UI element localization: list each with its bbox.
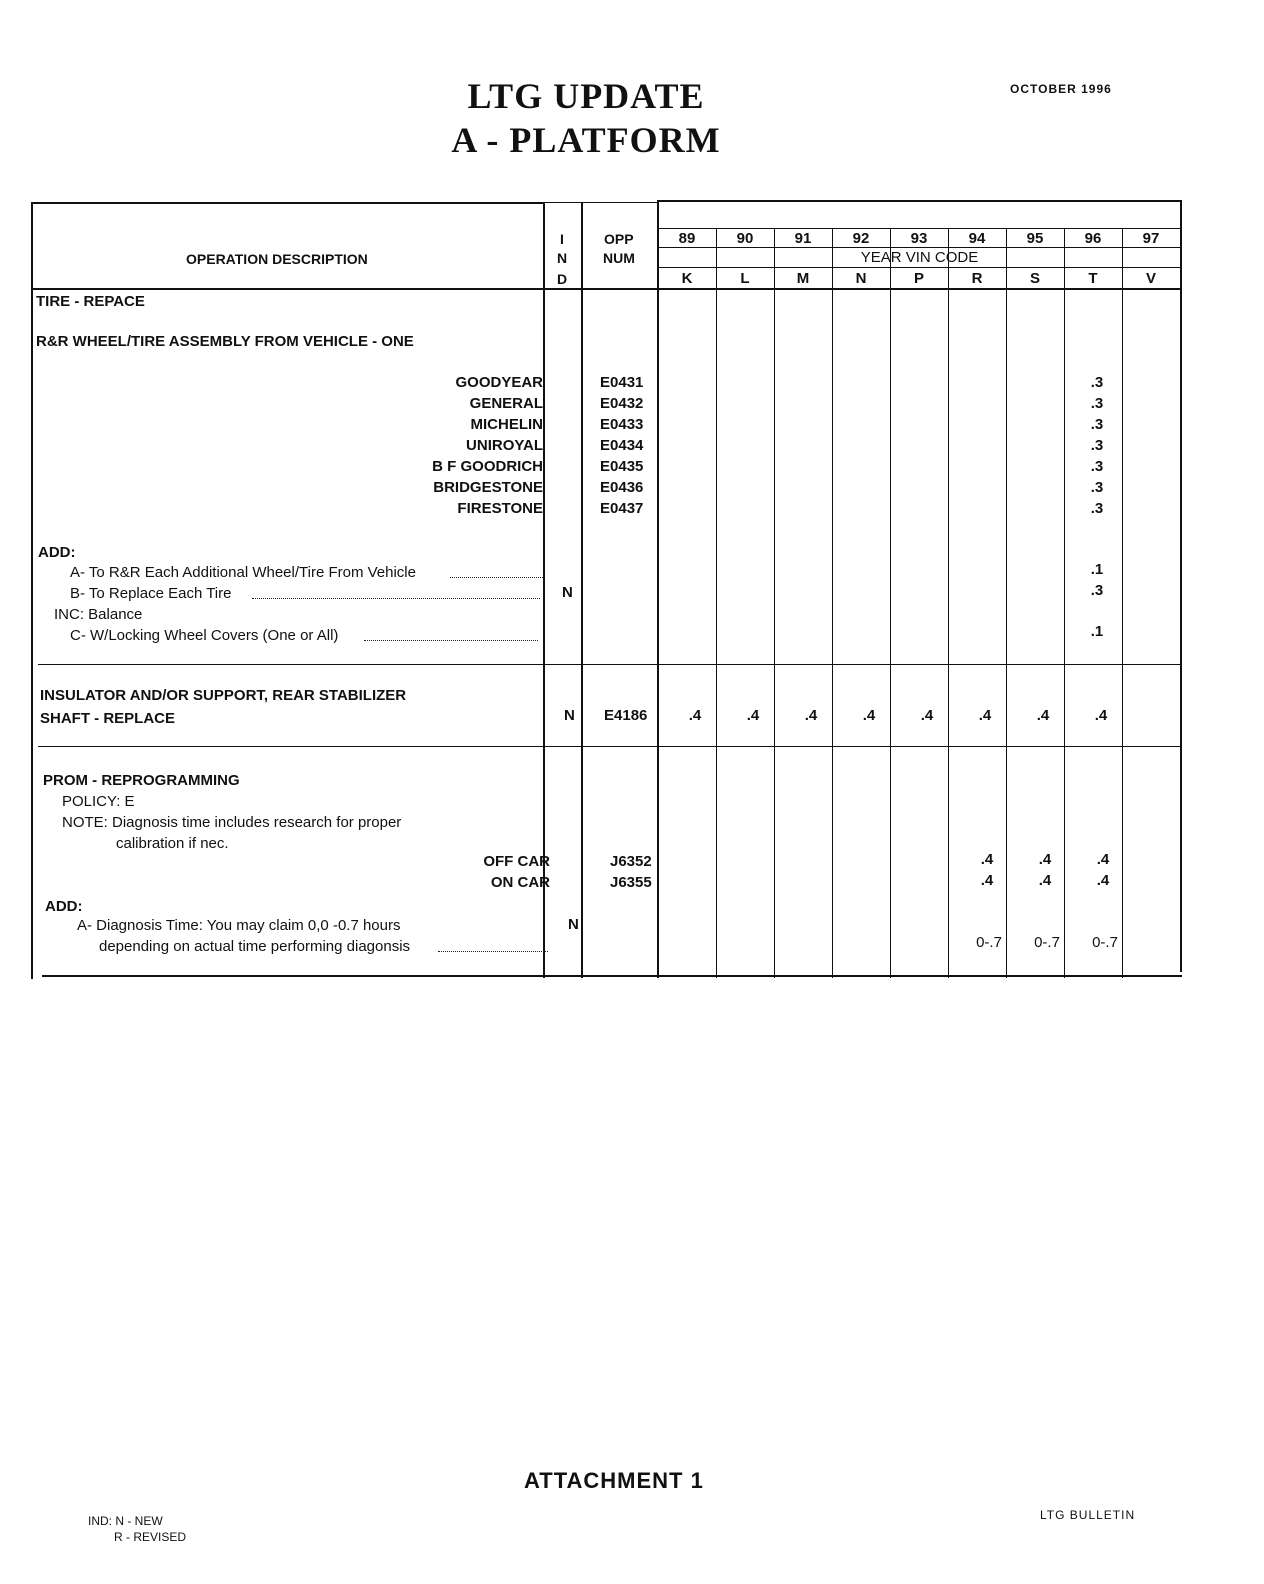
prom-off-car-s: .4 <box>1038 851 1052 868</box>
tire-section-title: TIRE - REPACE <box>36 293 145 310</box>
vin-v: V <box>1145 270 1156 287</box>
brand-name: MICHELIN <box>470 416 543 433</box>
brand-opp: E0433 <box>600 416 644 433</box>
brand-opp: E0437 <box>600 500 644 517</box>
brand-name: B F GOODRICH <box>432 458 543 475</box>
header-num: NUM <box>603 250 635 266</box>
insulator-value-s: .4 <box>1036 707 1050 724</box>
brand-name: UNIROYAL <box>466 437 543 454</box>
prom-add-label: ADD: <box>45 898 83 915</box>
leader-dots <box>450 577 543 578</box>
year-90: 90 <box>736 230 754 247</box>
year-93: 93 <box>910 230 928 247</box>
vin-t: T <box>1088 270 1098 287</box>
insulator-value-t: .4 <box>1094 707 1108 724</box>
prom-off-car-t: .4 <box>1096 851 1110 868</box>
leader-dots <box>438 951 548 952</box>
tire-add-label: ADD: <box>38 544 76 561</box>
brand-opp: E0434 <box>600 437 644 454</box>
legend-ind-new: IND: N - NEW <box>88 1514 163 1528</box>
brand-opp: E0435 <box>600 458 644 475</box>
prom-add-a-line-2: depending on actual time performing diagonsis <box>99 938 411 955</box>
year-91: 91 <box>794 230 812 247</box>
prom-add-t: 0-.7 <box>1092 934 1118 951</box>
brand-t-value: .3 <box>1090 437 1104 454</box>
brand-t-value: .3 <box>1090 458 1104 475</box>
vin-n: N <box>855 270 867 287</box>
header-operation-description: OPERATION DESCRIPTION <box>186 251 368 267</box>
prom-on-car-t: .4 <box>1096 872 1110 889</box>
year-94: 94 <box>968 230 986 247</box>
tire-add-a: A- To R&R Each Additional Wheel/Tire From Vehicle <box>70 564 416 581</box>
header-ind-n: N <box>557 250 568 266</box>
insulator-line-2: SHAFT - REPLACE <box>40 710 175 727</box>
prom-off-car: OFF CAR <box>483 853 550 870</box>
prom-off-car-opp: J6352 <box>610 853 652 870</box>
year-96: 96 <box>1084 230 1102 247</box>
vin-r: R <box>971 270 983 287</box>
tire-add-b: B- To Replace Each Tire <box>70 585 232 602</box>
tire-add-a-t-value: .1 <box>1090 561 1104 578</box>
brand-opp: E0431 <box>600 374 644 391</box>
insulator-value-l: .4 <box>746 707 760 724</box>
insulator-value-k: .4 <box>688 707 702 724</box>
prom-on-car-r: .4 <box>980 872 994 889</box>
year-vin-code-label: YEAR VIN CODE <box>860 249 979 266</box>
prom-add-r: 0-.7 <box>976 934 1002 951</box>
prom-off-car-r: .4 <box>980 851 994 868</box>
document-date: OCTOBER 1996 <box>1010 82 1112 96</box>
brand-opp: E0432 <box>600 395 644 412</box>
tire-add-b-t-value: .3 <box>1090 582 1104 599</box>
bulletin-label: LTG BULLETIN <box>1040 1508 1136 1522</box>
prom-note-2: calibration if nec. <box>116 835 229 852</box>
leader-dots <box>252 598 540 599</box>
title-line-2: A - PLATFORM <box>451 120 721 160</box>
brand-t-value: .3 <box>1090 479 1104 496</box>
insulator-ind: N <box>564 707 575 724</box>
tire-add-c-t-value: .1 <box>1090 623 1104 640</box>
header-ind-i: I <box>560 231 564 247</box>
insulator-value-n: .4 <box>862 707 876 724</box>
brand-name: BRIDGESTONE <box>433 479 543 496</box>
tire-add-b-ind: N <box>562 584 573 601</box>
prom-on-car: ON CAR <box>490 874 550 891</box>
leader-dots <box>364 640 538 641</box>
year-95: 95 <box>1026 230 1044 247</box>
title-line-1: LTG UPDATE <box>467 76 705 116</box>
vin-l: L <box>740 270 750 287</box>
brand-opp: E0436 <box>600 479 644 496</box>
insulator-value-r: .4 <box>978 707 992 724</box>
attachment-label: ATTACHMENT 1 <box>524 1468 704 1493</box>
insulator-opp: E4186 <box>604 707 648 724</box>
prom-add-a-line-1: A- Diagnosis Time: You may claim 0,0 -0.7 hours <box>77 917 401 934</box>
prom-policy: POLICY: E <box>62 793 135 810</box>
vin-k: K <box>681 270 693 287</box>
brand-name: GOODYEAR <box>455 374 543 391</box>
vin-p: P <box>913 270 924 287</box>
tire-inc-balance: INC: Balance <box>54 606 143 623</box>
prom-on-car-s: .4 <box>1038 872 1052 889</box>
prom-on-car-opp: J6355 <box>610 874 652 891</box>
brand-t-value: .3 <box>1090 374 1104 391</box>
prom-add-s: 0-.7 <box>1034 934 1060 951</box>
brand-t-value: .3 <box>1090 395 1104 412</box>
tire-section-subtitle: R&R WHEEL/TIRE ASSEMBLY FROM VEHICLE - ONE <box>36 333 414 350</box>
legend-ind-revised: R - REVISED <box>114 1530 187 1544</box>
insulator-value-p: .4 <box>920 707 934 724</box>
brand-name: GENERAL <box>469 395 543 412</box>
prom-title: PROM - REPROGRAMMING <box>43 772 240 789</box>
brand-name: FIRESTONE <box>457 500 543 517</box>
brand-t-value: .3 <box>1090 416 1104 433</box>
prom-add-ind: N <box>568 916 579 933</box>
year-97: 97 <box>1142 230 1160 247</box>
header-opp: OPP <box>604 231 634 247</box>
vin-s: S <box>1029 270 1040 287</box>
prom-note-1: NOTE: Diagnosis time includes research for proper <box>62 814 402 831</box>
year-89: 89 <box>678 230 696 247</box>
insulator-line-1: INSULATOR AND/OR SUPPORT, REAR STABILIZER <box>40 687 407 704</box>
insulator-value-m: .4 <box>804 707 818 724</box>
vin-m: M <box>796 270 810 287</box>
year-92: 92 <box>852 230 870 247</box>
tire-add-c: C- W/Locking Wheel Covers (One or All) <box>70 627 339 644</box>
brand-t-value: .3 <box>1090 500 1104 517</box>
header-ind-d: D <box>557 271 568 287</box>
